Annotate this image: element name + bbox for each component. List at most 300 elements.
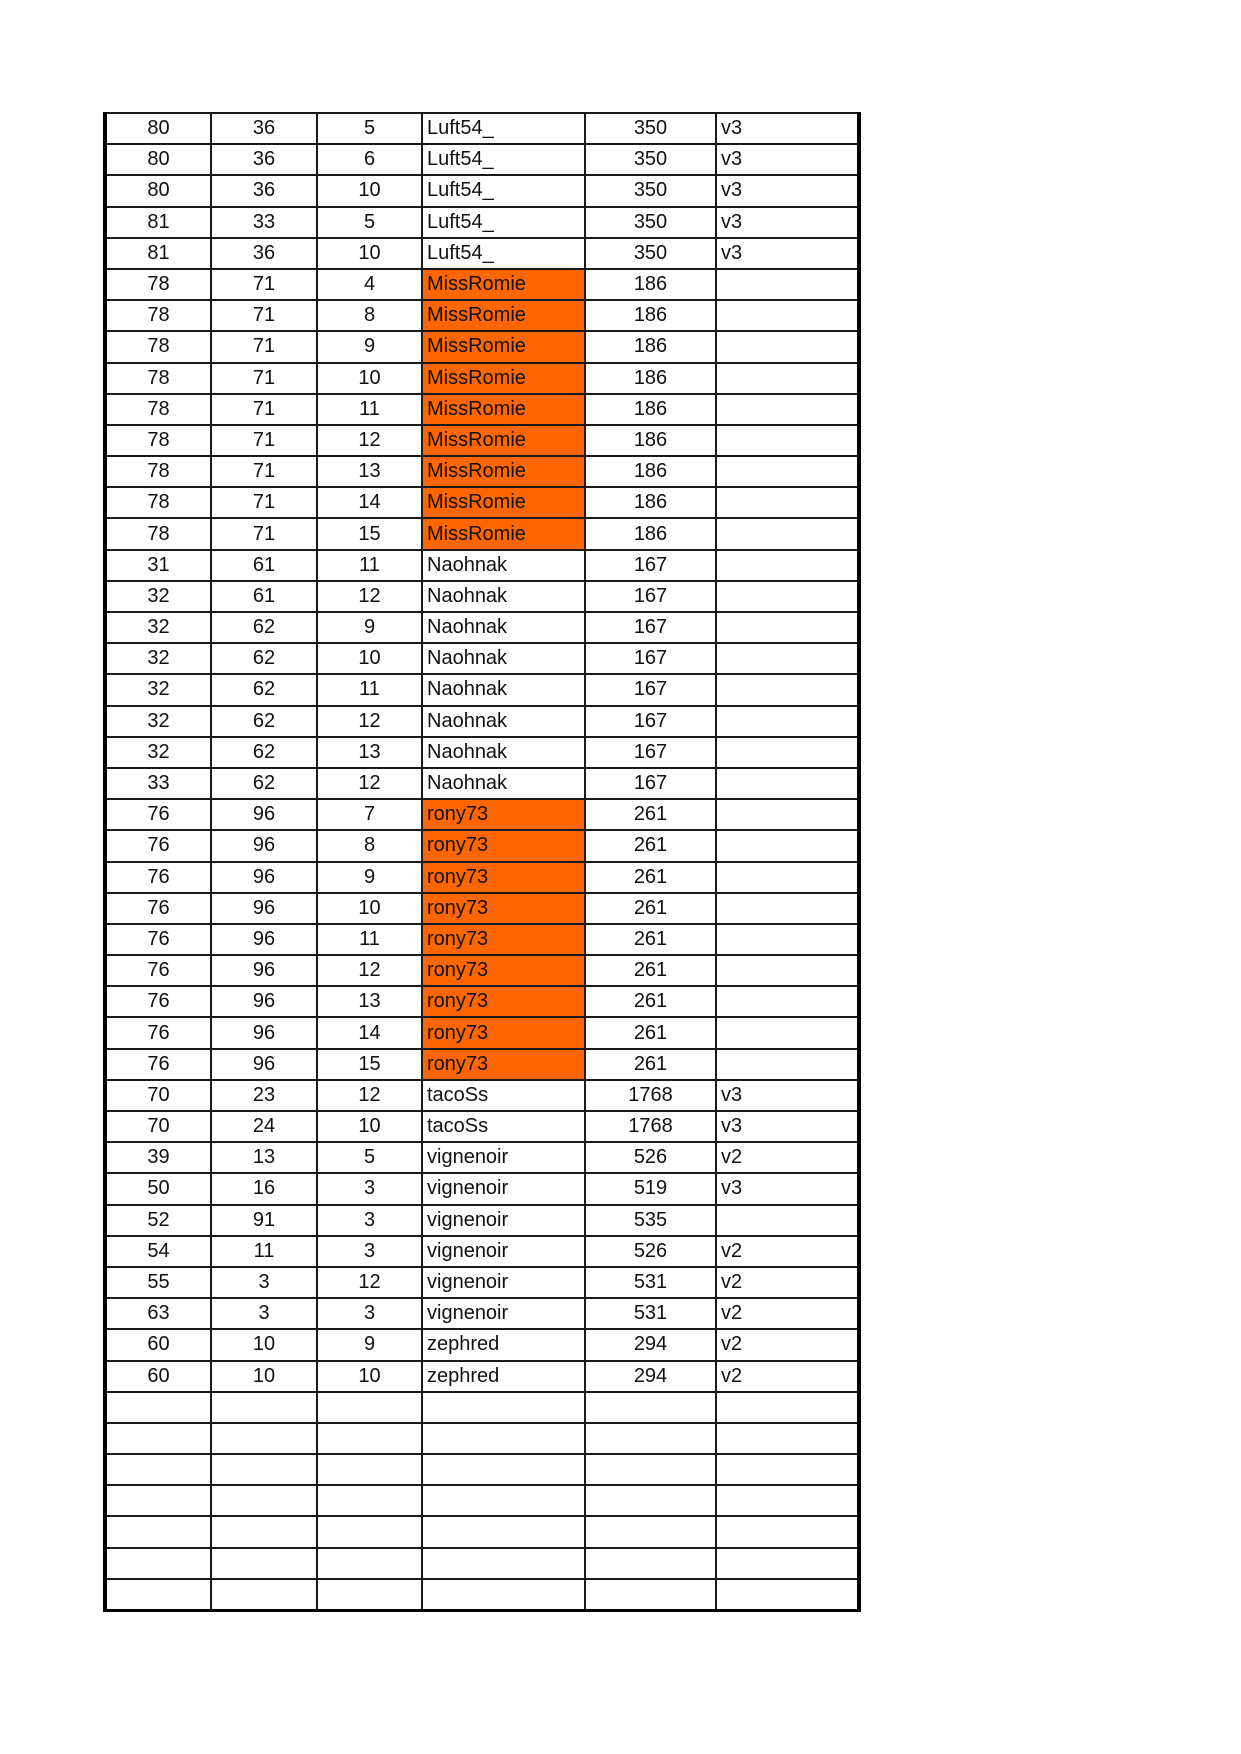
col-a-empty-cell[interactable] [105,1516,211,1547]
col-a-cell[interactable]: 39 [105,1142,211,1173]
col-version-cell[interactable] [716,1017,859,1048]
col-name-cell[interactable]: vignenoir [422,1298,585,1329]
col-a-cell[interactable]: 76 [105,955,211,986]
col-a-cell[interactable]: 60 [105,1361,211,1392]
col-value-cell[interactable]: 350 [585,144,716,175]
spreadsheet-table [103,112,861,1612]
col-value-cell[interactable]: 167 [585,612,716,643]
col-version-cell[interactable]: v3 [716,207,859,238]
col-name-cell[interactable]: zephred [422,1361,585,1392]
col-name-cell[interactable]: rony73 [422,1017,585,1048]
col-b-cell[interactable]: 61 [211,581,317,612]
col-name-cell[interactable]: vignenoir [422,1236,585,1267]
col-version-cell[interactable]: v3 [716,238,859,269]
col-value-empty-cell[interactable] [585,1548,716,1579]
col-value-cell[interactable]: 535 [585,1205,716,1236]
col-c-cell[interactable]: 5 [317,207,422,238]
col-c-cell[interactable]: 12 [317,581,422,612]
col-a-cell[interactable]: 52 [105,1205,211,1236]
col-c-cell[interactable]: 14 [317,487,422,518]
col-value-cell[interactable]: 350 [585,238,716,269]
col-a-cell[interactable]: 80 [105,175,211,206]
col-b-empty-cell[interactable] [211,1423,317,1454]
col-version-cell[interactable]: v3 [716,1173,859,1204]
col-value-cell[interactable]: 261 [585,862,716,893]
col-value-empty-cell[interactable] [585,1423,716,1454]
col-b-cell[interactable]: 62 [211,612,317,643]
col-version-cell[interactable] [716,737,859,768]
col-value-cell[interactable]: 261 [585,830,716,861]
col-c-cell[interactable]: 14 [317,1017,422,1048]
col-name-cell[interactable]: MissRomie [422,300,585,331]
table-row [105,269,859,300]
col-name-cell[interactable]: rony73 [422,955,585,986]
col-c-cell[interactable]: 10 [317,1111,422,1142]
col-name-cell[interactable]: zephred [422,1329,585,1360]
col-version-cell[interactable] [716,394,859,425]
col-version-cell[interactable]: v2 [716,1142,859,1173]
col-name-cell[interactable]: MissRomie [422,331,585,362]
col-name-cell[interactable]: rony73 [422,862,585,893]
col-a-cell[interactable]: 78 [105,425,211,456]
col-version-cell[interactable] [716,799,859,830]
col-c-cell[interactable]: 10 [317,1361,422,1392]
col-value-empty-cell[interactable] [585,1392,716,1423]
col-b-cell[interactable]: 10 [211,1361,317,1392]
col-value-cell[interactable]: 1768 [585,1080,716,1111]
col-version-cell[interactable] [716,363,859,394]
col-value-cell[interactable]: 186 [585,363,716,394]
col-name-empty-cell[interactable] [422,1485,585,1516]
table-row [105,1298,859,1329]
col-version-cell[interactable] [716,706,859,737]
col-c-cell[interactable]: 13 [317,986,422,1017]
col-b-cell[interactable]: 62 [211,706,317,737]
col-c-cell[interactable]: 3 [317,1173,422,1204]
col-c-cell[interactable]: 10 [317,893,422,924]
table-row [105,113,859,144]
col-b-cell[interactable]: 11 [211,1236,317,1267]
col-name-cell[interactable]: Naohnak [422,643,585,674]
col-b-cell[interactable]: 62 [211,768,317,799]
col-name-cell[interactable]: tacoSs [422,1080,585,1111]
col-name-cell[interactable]: Luft54_ [422,207,585,238]
col-name-cell[interactable]: Luft54_ [422,238,585,269]
col-value-cell[interactable]: 261 [585,1049,716,1080]
col-a-cell[interactable]: 32 [105,706,211,737]
col-a-empty-cell[interactable] [105,1579,211,1611]
col-version-cell[interactable] [716,456,859,487]
col-a-cell[interactable]: 33 [105,768,211,799]
col-value-cell[interactable]: 167 [585,643,716,674]
col-c-cell[interactable]: 15 [317,518,422,549]
col-b-cell[interactable]: 62 [211,737,317,768]
col-c-cell[interactable]: 3 [317,1236,422,1267]
col-c-cell[interactable]: 10 [317,363,422,394]
col-value-cell[interactable]: 261 [585,955,716,986]
col-b-cell[interactable]: 24 [211,1111,317,1142]
col-value-cell[interactable]: 167 [585,674,716,705]
table-row [105,612,859,643]
col-value-cell[interactable]: 186 [585,300,716,331]
col-a-cell[interactable]: 32 [105,674,211,705]
col-b-empty-cell[interactable] [211,1485,317,1516]
col-c-cell[interactable]: 3 [317,1205,422,1236]
col-value-cell[interactable]: 294 [585,1361,716,1392]
col-version-cell[interactable] [716,955,859,986]
col-version-cell[interactable] [716,924,859,955]
col-c-cell[interactable]: 11 [317,394,422,425]
col-b-cell[interactable]: 3 [211,1267,317,1298]
col-value-cell[interactable]: 531 [585,1298,716,1329]
col-c-cell[interactable]: 13 [317,737,422,768]
col-b-cell[interactable]: 36 [211,113,317,144]
col-name-cell[interactable]: Luft54_ [422,175,585,206]
col-b-empty-cell[interactable] [211,1392,317,1423]
col-value-cell[interactable]: 167 [585,706,716,737]
col-name-cell[interactable]: rony73 [422,986,585,1017]
col-value-cell[interactable]: 350 [585,175,716,206]
col-version-cell[interactable] [716,830,859,861]
col-b-cell[interactable]: 23 [211,1080,317,1111]
col-b-cell[interactable]: 71 [211,394,317,425]
col-a-cell[interactable]: 78 [105,394,211,425]
col-a-empty-cell[interactable] [105,1485,211,1516]
col-c-empty-cell[interactable] [317,1392,422,1423]
col-a-cell[interactable]: 76 [105,1049,211,1080]
empty-table-row [105,1485,859,1516]
col-value-empty-cell[interactable] [585,1454,716,1485]
col-b-cell[interactable]: 61 [211,550,317,581]
col-c-cell[interactable]: 12 [317,768,422,799]
col-name-cell[interactable]: MissRomie [422,487,585,518]
col-version-cell[interactable]: v3 [716,144,859,175]
col-a-cell[interactable]: 78 [105,269,211,300]
col-c-cell[interactable]: 9 [317,331,422,362]
col-version-cell[interactable] [716,768,859,799]
col-value-cell[interactable]: 186 [585,456,716,487]
col-value-cell[interactable]: 526 [585,1142,716,1173]
col-a-cell[interactable]: 76 [105,830,211,861]
col-c-cell[interactable]: 9 [317,862,422,893]
empty-table-row [105,1423,859,1454]
col-c-cell[interactable]: 8 [317,830,422,861]
col-value-cell[interactable]: 531 [585,1267,716,1298]
table-row [105,300,859,331]
col-b-cell[interactable]: 71 [211,363,317,394]
col-b-cell[interactable]: 96 [211,830,317,861]
col-a-cell[interactable]: 76 [105,862,211,893]
col-name-cell[interactable]: MissRomie [422,425,585,456]
col-b-cell[interactable]: 96 [211,799,317,830]
col-version-empty-cell[interactable] [716,1485,859,1516]
col-a-cell[interactable]: 70 [105,1080,211,1111]
col-value-cell[interactable]: 261 [585,924,716,955]
col-name-cell[interactable]: rony73 [422,893,585,924]
col-name-cell[interactable]: Naohnak [422,768,585,799]
col-version-cell[interactable] [716,643,859,674]
col-version-cell[interactable]: v2 [716,1298,859,1329]
col-b-cell[interactable]: 62 [211,674,317,705]
col-a-cell[interactable]: 76 [105,799,211,830]
col-version-cell[interactable]: v2 [716,1361,859,1392]
col-value-cell[interactable]: 167 [585,581,716,612]
col-name-empty-cell[interactable] [422,1548,585,1579]
col-version-empty-cell[interactable] [716,1579,859,1611]
col-name-cell[interactable]: Naohnak [422,550,585,581]
col-value-cell[interactable]: 526 [585,1236,716,1267]
col-c-cell[interactable]: 5 [317,113,422,144]
col-c-cell[interactable]: 10 [317,238,422,269]
col-version-cell[interactable] [716,331,859,362]
col-version-cell[interactable]: v2 [716,1329,859,1360]
col-b-cell[interactable]: 71 [211,269,317,300]
col-c-cell[interactable]: 12 [317,1080,422,1111]
col-value-cell[interactable]: 261 [585,799,716,830]
col-b-cell[interactable]: 33 [211,207,317,238]
col-b-cell[interactable]: 3 [211,1298,317,1329]
col-b-cell[interactable]: 96 [211,893,317,924]
col-a-cell[interactable]: 78 [105,518,211,549]
col-c-cell[interactable]: 6 [317,144,422,175]
col-a-cell[interactable]: 54 [105,1236,211,1267]
col-value-cell[interactable]: 261 [585,893,716,924]
col-b-cell[interactable]: 71 [211,518,317,549]
col-a-empty-cell[interactable] [105,1423,211,1454]
col-version-cell[interactable] [716,1205,859,1236]
col-b-cell[interactable]: 71 [211,487,317,518]
col-c-cell[interactable]: 12 [317,425,422,456]
table-row [105,1017,859,1048]
col-c-empty-cell[interactable] [317,1548,422,1579]
col-a-cell[interactable]: 32 [105,612,211,643]
col-c-empty-cell[interactable] [317,1454,422,1485]
col-name-cell[interactable]: Luft54_ [422,113,585,144]
col-version-cell[interactable] [716,300,859,331]
col-version-cell[interactable] [716,581,859,612]
col-value-cell[interactable]: 261 [585,1017,716,1048]
col-b-cell[interactable]: 96 [211,924,317,955]
col-name-cell[interactable]: rony73 [422,924,585,955]
col-value-cell[interactable]: 186 [585,394,716,425]
col-name-cell[interactable]: MissRomie [422,363,585,394]
col-a-cell[interactable]: 32 [105,643,211,674]
col-value-empty-cell[interactable] [585,1579,716,1611]
col-a-cell[interactable]: 60 [105,1329,211,1360]
col-c-cell[interactable]: 9 [317,612,422,643]
col-b-cell[interactable]: 36 [211,144,317,175]
col-value-empty-cell[interactable] [585,1516,716,1547]
col-b-cell[interactable]: 10 [211,1329,317,1360]
col-value-cell[interactable]: 1768 [585,1111,716,1142]
col-name-cell[interactable]: MissRomie [422,269,585,300]
col-version-cell[interactable]: v3 [716,1111,859,1142]
col-version-cell[interactable] [716,550,859,581]
empty-table-row [105,1454,859,1485]
col-c-cell[interactable]: 8 [317,300,422,331]
col-version-cell[interactable]: v2 [716,1236,859,1267]
col-a-cell[interactable]: 32 [105,581,211,612]
col-a-empty-cell[interactable] [105,1392,211,1423]
col-name-cell[interactable]: MissRomie [422,394,585,425]
col-a-cell[interactable]: 76 [105,893,211,924]
col-name-cell[interactable]: Naohnak [422,612,585,643]
col-a-cell[interactable]: 78 [105,300,211,331]
col-name-empty-cell[interactable] [422,1454,585,1485]
col-value-cell[interactable]: 186 [585,518,716,549]
col-c-cell[interactable]: 4 [317,269,422,300]
col-b-empty-cell[interactable] [211,1548,317,1579]
col-value-empty-cell[interactable] [585,1485,716,1516]
col-a-cell[interactable]: 78 [105,456,211,487]
col-name-cell[interactable]: rony73 [422,830,585,861]
col-c-cell[interactable]: 7 [317,799,422,830]
col-name-cell[interactable]: tacoSs [422,1111,585,1142]
col-c-cell[interactable]: 13 [317,456,422,487]
col-version-cell[interactable] [716,986,859,1017]
col-b-cell[interactable]: 96 [211,986,317,1017]
col-a-cell[interactable]: 76 [105,986,211,1017]
col-b-cell[interactable]: 91 [211,1205,317,1236]
col-version-cell[interactable]: v3 [716,175,859,206]
col-b-cell[interactable]: 71 [211,331,317,362]
col-a-cell[interactable]: 78 [105,487,211,518]
col-a-cell[interactable]: 78 [105,363,211,394]
col-version-cell[interactable]: v2 [716,1267,859,1298]
col-c-cell[interactable]: 10 [317,643,422,674]
col-a-empty-cell[interactable] [105,1548,211,1579]
col-value-cell[interactable]: 261 [585,986,716,1017]
col-b-cell[interactable]: 13 [211,1142,317,1173]
col-a-cell[interactable]: 81 [105,238,211,269]
col-version-cell[interactable] [716,893,859,924]
col-a-cell[interactable]: 80 [105,144,211,175]
col-name-empty-cell[interactable] [422,1579,585,1611]
col-version-cell[interactable] [716,862,859,893]
col-c-empty-cell[interactable] [317,1516,422,1547]
col-version-cell[interactable]: v3 [716,1080,859,1111]
col-name-cell[interactable]: vignenoir [422,1142,585,1173]
col-a-cell[interactable]: 31 [105,550,211,581]
col-c-empty-cell[interactable] [317,1485,422,1516]
col-b-cell[interactable]: 96 [211,1017,317,1048]
col-version-cell[interactable]: v3 [716,113,859,144]
col-c-cell[interactable]: 11 [317,674,422,705]
col-b-cell[interactable]: 71 [211,300,317,331]
col-value-cell[interactable]: 186 [585,425,716,456]
col-c-empty-cell[interactable] [317,1579,422,1611]
col-c-cell[interactable]: 11 [317,924,422,955]
col-name-cell[interactable]: MissRomie [422,518,585,549]
col-value-cell[interactable]: 186 [585,331,716,362]
table-row [105,893,859,924]
col-a-cell[interactable]: 76 [105,924,211,955]
col-b-cell[interactable]: 96 [211,955,317,986]
col-name-cell[interactable]: vignenoir [422,1205,585,1236]
col-value-cell[interactable]: 350 [585,207,716,238]
col-a-cell[interactable]: 80 [105,113,211,144]
col-a-cell[interactable]: 81 [105,207,211,238]
col-b-cell[interactable]: 71 [211,425,317,456]
col-c-cell[interactable]: 12 [317,1267,422,1298]
col-value-cell[interactable]: 186 [585,487,716,518]
col-version-cell[interactable] [716,487,859,518]
col-name-cell[interactable]: MissRomie [422,456,585,487]
col-b-cell[interactable]: 36 [211,238,317,269]
col-value-cell[interactable]: 294 [585,1329,716,1360]
col-name-cell[interactable]: Naohnak [422,674,585,705]
col-b-empty-cell[interactable] [211,1516,317,1547]
col-a-cell[interactable]: 55 [105,1267,211,1298]
col-b-empty-cell[interactable] [211,1454,317,1485]
col-b-cell[interactable]: 16 [211,1173,317,1204]
col-name-cell[interactable]: vignenoir [422,1173,585,1204]
col-a-empty-cell[interactable] [105,1454,211,1485]
col-version-empty-cell[interactable] [716,1516,859,1547]
col-a-cell[interactable]: 63 [105,1298,211,1329]
col-name-cell[interactable]: vignenoir [422,1267,585,1298]
col-c-cell[interactable]: 11 [317,550,422,581]
col-name-empty-cell[interactable] [422,1392,585,1423]
col-name-cell[interactable]: rony73 [422,799,585,830]
col-version-cell[interactable] [716,425,859,456]
col-version-empty-cell[interactable] [716,1548,859,1579]
col-name-cell[interactable]: Luft54_ [422,144,585,175]
col-value-cell[interactable]: 167 [585,550,716,581]
col-a-cell[interactable]: 50 [105,1173,211,1204]
col-version-cell[interactable] [716,518,859,549]
col-name-cell[interactable]: rony73 [422,1049,585,1080]
col-a-cell[interactable]: 76 [105,1017,211,1048]
col-c-cell[interactable]: 12 [317,955,422,986]
col-value-cell[interactable]: 186 [585,269,716,300]
col-value-cell[interactable]: 167 [585,737,716,768]
col-a-cell[interactable]: 70 [105,1111,211,1142]
col-version-empty-cell[interactable] [716,1423,859,1454]
col-name-empty-cell[interactable] [422,1423,585,1454]
col-c-cell[interactable]: 10 [317,175,422,206]
col-a-cell[interactable]: 78 [105,331,211,362]
col-name-cell[interactable]: Naohnak [422,706,585,737]
col-b-empty-cell[interactable] [211,1579,317,1611]
col-value-cell[interactable]: 519 [585,1173,716,1204]
col-name-empty-cell[interactable] [422,1516,585,1547]
col-b-cell[interactable]: 96 [211,1049,317,1080]
col-b-cell[interactable]: 62 [211,643,317,674]
col-c-cell[interactable]: 3 [317,1298,422,1329]
col-b-cell[interactable]: 36 [211,175,317,206]
col-version-cell[interactable] [716,674,859,705]
col-c-cell[interactable]: 5 [317,1142,422,1173]
table-row [105,1329,859,1360]
col-version-empty-cell[interactable] [716,1392,859,1423]
col-c-empty-cell[interactable] [317,1423,422,1454]
col-name-cell[interactable]: Naohnak [422,737,585,768]
col-version-cell[interactable] [716,1049,859,1080]
col-a-cell[interactable]: 32 [105,737,211,768]
col-value-cell[interactable]: 167 [585,768,716,799]
col-version-cell[interactable] [716,269,859,300]
col-version-cell[interactable] [716,612,859,643]
col-c-cell[interactable]: 12 [317,706,422,737]
col-version-empty-cell[interactable] [716,1454,859,1485]
col-c-cell[interactable]: 9 [317,1329,422,1360]
col-b-cell[interactable]: 96 [211,862,317,893]
col-c-cell[interactable]: 15 [317,1049,422,1080]
col-b-cell[interactable]: 71 [211,456,317,487]
col-value-cell[interactable]: 350 [585,113,716,144]
col-name-cell[interactable]: Naohnak [422,581,585,612]
